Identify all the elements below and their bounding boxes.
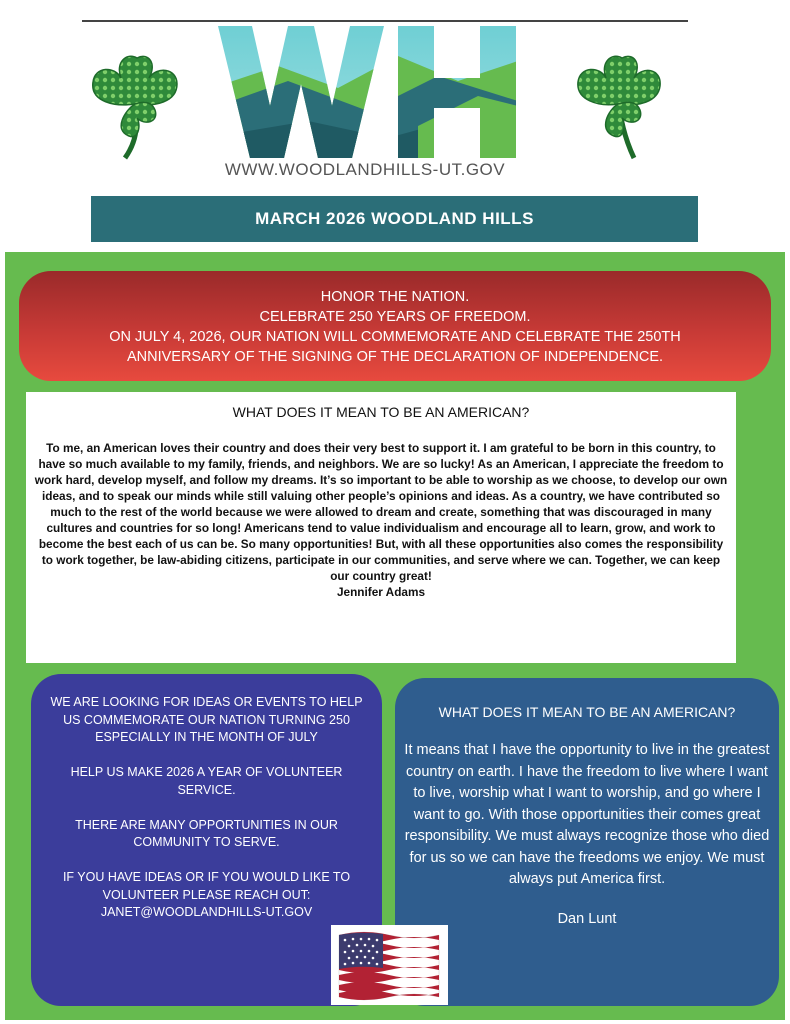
volunteer-text: ESPECIALLY IN THE MONTH OF JULY: [95, 730, 318, 744]
shamrock-icon: [568, 52, 668, 162]
essay-body: It means that I have the opportunity to live in the greatest country on earth. I have the freedom to live where I want to live, worship what I want to worship, and go where I want to go. With those opportunities their comes great responsibility. We must always recognize those who died for us so we can have the freedoms we enjoy. We must always put America first.: [404, 742, 770, 887]
shamrock-icon: [85, 52, 185, 162]
red-box-line: ON JULY 4, 2026, OUR NATION WILL COMMEMORATE AND CELEBRATE THE 250TH: [109, 329, 681, 345]
website-url: WWW.WOODLANDHILLS-UT.GOV: [224, 160, 506, 179]
essay-author: Dan Lunt: [557, 910, 617, 927]
volunteer-text: IF YOU HAVE IDEAS OR IF YOU WOULD LIKE TO VOLUNTEER PLEASE REACH OUT:: [62, 870, 351, 902]
essay-box-dan: [395, 678, 779, 1006]
top-divider: [82, 20, 688, 22]
essay-title: WHAT DOES IT MEAN TO BE AN AMERICAN?: [232, 404, 530, 420]
volunteer-text: HELP US MAKE 2026 A YEAR OF VOLUNTEER SERVICE.: [70, 765, 343, 797]
woodland-hills-logo: [218, 26, 518, 158]
honor-the-nation-box: [19, 271, 771, 381]
american-flag-icon: [331, 925, 448, 1005]
red-box-line: ANNIVERSARY OF THE SIGNING OF THE DECLARATION OF INDEPENDENCE.: [126, 349, 664, 365]
volunteer-box: [31, 674, 382, 1006]
essay-title: WHAT DOES IT MEAN TO BE AN AMERICAN?: [438, 704, 736, 720]
red-box-line: HONOR THE NATION.: [320, 289, 470, 305]
volunteer-text: THERE ARE MANY OPPORTUNITIES IN OUR COMMUNITY TO SERVE.: [75, 817, 338, 849]
banner-title: MARCH 2026 WOODLAND HILLS: [255, 209, 534, 228]
essay-body: To me, an American loves their country and does their very best to support it. I am grateful to be born in this country, to have so much available to my family, friends, and neighbors. We are so lucky! As an American, I appreciate the freedom to work hard, develop myself, and follow my dreams. It’s so important to be able to worship as we choose, to develop our own ideas, and to speak our minds while still valuing other people’s opinions and ideas. As a country, we have contributed so much to the rest of the world because we were allowed to dream and create, something that was discouraged in many cultures and countries for so long! Americans tend to value individualism and encourage all to learn, grow, and work to become the best each of us can be. So many opportunities! But, with all these opportunities also comes the responsibility to work together, be law-abiding citizens, participate in our communities, and serve where we can. Together, we can keep our country great!: [34, 441, 728, 583]
volunteer-email[interactable]: JANET@WOODLANDHILLS-UT.GOV: [100, 905, 313, 919]
essay-box-jennifer: [26, 392, 736, 663]
red-box-line: CELEBRATE 250 YEARS OF FREEDOM.: [259, 309, 531, 325]
essay-author: Jennifer Adams: [336, 585, 426, 599]
volunteer-text: WE ARE LOOKING FOR IDEAS OR EVENTS TO HELP US COMMEMORATE OUR NATION TURNING 250: [50, 695, 363, 727]
newsletter-banner: [91, 196, 698, 242]
